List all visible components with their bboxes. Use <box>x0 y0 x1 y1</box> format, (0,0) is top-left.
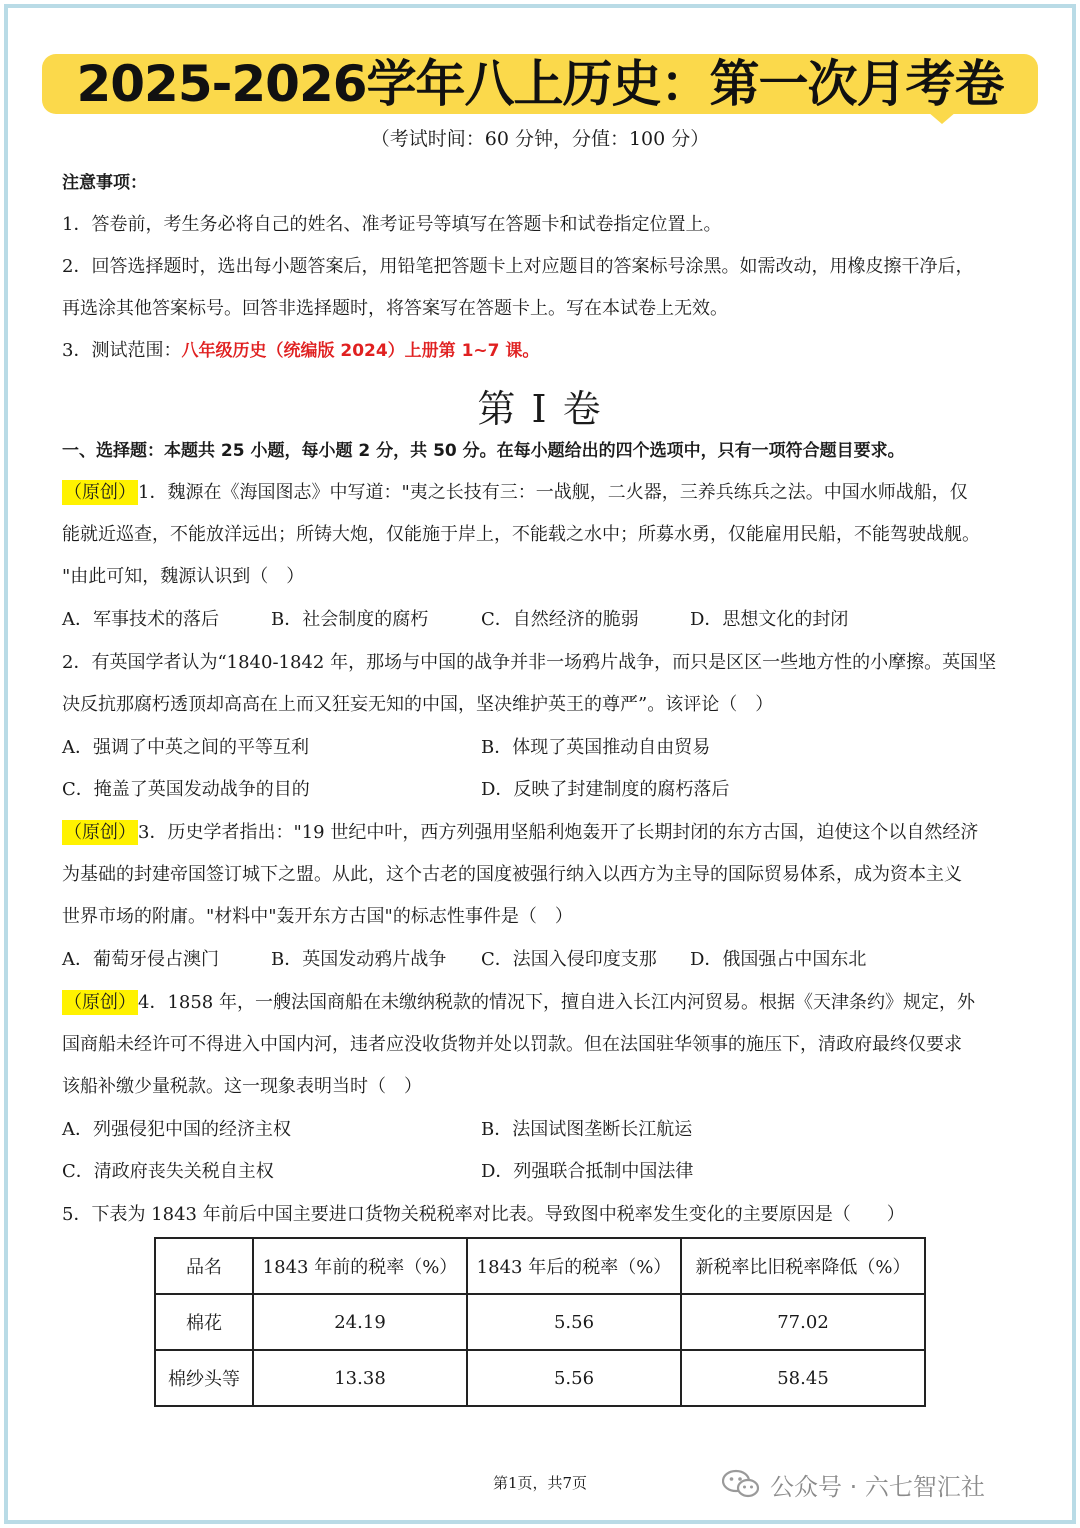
question-2-line-1: 2．有英国学者认为“1840-1842 年，那场与中国的战争并非一场鸦片战争，而只是区区一些地方性的小摩擦。英国坚 <box>62 652 997 673</box>
question-1-line-2: 能就近巡查，不能放洋远出；所铸大炮，仅能施于岸上，不能载之水中；所募水勇，仅能雇用民船，不能驾驶战舰。 <box>62 524 980 545</box>
question-3-option-a: A．葡萄牙侵占澳门 <box>62 949 219 970</box>
original-tag: （原创） <box>64 822 136 843</box>
exam-subtitle: （考试时间：60 分钟，分值：100 分） <box>370 128 710 150</box>
question-4-option-a: A．列强侵犯中国的经济主权 <box>62 1119 291 1140</box>
table-row <box>155 1294 925 1350</box>
question-2-option-c: C．掩盖了英国发动战争的目的 <box>62 779 310 800</box>
section-title: 第 I 卷 <box>477 387 603 431</box>
question-4-option-c: C．清政府丧失关税自主权 <box>62 1161 274 1182</box>
section-instruction: 一、选择题：本题共 25 小题，每小题 2 分，共 50 分。在每小题给出的四个选项中，只有一项符合题目要求。 <box>62 441 905 461</box>
table-header-cell: 1843 年前的税率（%） <box>253 1238 467 1294</box>
original-tag: （原创） <box>64 482 136 503</box>
question-3-line-1 <box>62 818 978 848</box>
table-header-cell: 品名 <box>155 1238 253 1294</box>
question-4-line-3: 该船补缴少量税款。这一现象表明当时（ ） <box>62 1076 422 1097</box>
question-2-option-b: B．体现了英国推动自由贸易 <box>481 737 711 758</box>
table-cell: 58.45 <box>681 1350 925 1406</box>
question-4-option-b: B．法国试图垄断长江航运 <box>481 1119 693 1140</box>
question-1-option-d: D．思想文化的封闭 <box>690 609 849 630</box>
table-cell: 5.56 <box>467 1350 681 1406</box>
question-3-option-d: D．俄国强占中国东北 <box>690 949 867 970</box>
question-5-line-1: 5．下表为 1843 年前后中国主要进口货物关税税率对比表。导致图中税率发生变化的主要原因是（ ） <box>62 1204 905 1225</box>
notice-item-3 <box>62 336 539 366</box>
question-3-option-c: C．法国入侵印度支那 <box>481 949 657 970</box>
test-scope: 八年级历史（统编版 2024）上册第 1~7 课。 <box>181 341 540 361</box>
question-1-line-1 <box>62 478 968 508</box>
question-4-line-1 <box>62 988 975 1018</box>
table-cell: 77.02 <box>681 1294 925 1350</box>
question-4-option-d: D．列强联合抵制中国法律 <box>481 1161 694 1182</box>
original-tag: （原创） <box>64 992 136 1013</box>
question-1-line-3: "由此可知，魏源认识到（ ） <box>62 566 305 587</box>
question-1-option-a: A．军事技术的落后 <box>62 609 219 630</box>
question-1-option-b: B．社会制度的腐朽 <box>271 609 429 630</box>
question-2-option-d: D．反映了封建制度的腐朽落后 <box>481 779 730 800</box>
notice-item-2-line-2: 再选涂其他答案标号。回答非选择题时，将答案写在答题卡上。写在本试卷上无效。 <box>62 298 728 319</box>
table-header-row <box>155 1238 925 1294</box>
table-cell: 13.38 <box>253 1350 467 1406</box>
wechat-icon <box>722 1469 760 1499</box>
notice-item-2-line-1: 2．回答选择题时，选出每小题答案后，用铅笔把答题卡上对应题目的答案标号涂黑。如需改动，用橡皮擦干净后， <box>62 256 974 277</box>
table-cell: 棉花 <box>155 1294 253 1350</box>
notice-item-3-prefix: 3．测试范围： <box>62 340 182 361</box>
exam-title: 2025-2026学年八上历史：第一次月考卷 <box>76 55 1004 113</box>
question-4-line-2: 国商船未经许可不得进入中国内河，违者应没收货物并处以罚款。但在法国驻华领事的施压下，清政府最终仅要求 <box>62 1034 962 1055</box>
notice-item-1: 1．答卷前，考生务必将自己的姓名、准考证号等填写在答题卡和试卷指定位置上。 <box>62 214 722 235</box>
wechat-watermark <box>722 1464 985 1504</box>
question-3-line-3: 世界市场的附庸。"材料中"轰开东方古国"的标志性事件是（ ） <box>62 906 573 927</box>
tariff-table <box>154 1237 926 1407</box>
question-3-line-2: 为基础的封建帝国签订城下之盟。从此，这个古老的国度被强行纳入以西方为主导的国际贸易体系，成为资本主义 <box>62 864 962 885</box>
table-header-cell: 1843 年后的税率（%） <box>467 1238 681 1294</box>
question-3-option-b: B．英国发动鸦片战争 <box>271 949 447 970</box>
page-number: 第1页，共7页 <box>492 1474 588 1492</box>
table-cell: 5.56 <box>467 1294 681 1350</box>
table-row <box>155 1350 925 1406</box>
question-2-line-2: 决反抗那腐朽透顶却高高在上而又狂妄无知的中国，坚决维护英王的尊严”。该评论（ ） <box>62 694 774 715</box>
table-cell: 24.19 <box>253 1294 467 1350</box>
table-cell: 棉纱头等 <box>155 1350 253 1406</box>
watermark-text: 公众号 · 六七智汇社 <box>770 1472 985 1501</box>
question-4-stem: 4．1858 年，一艘法国商船在未缴纳税款的情况下，擅自进入长江内河贸易。根据《天津条约》规定，外 <box>138 992 975 1013</box>
question-1-stem: 1．魏源在《海国图志》中写道："夷之长技有三：一战舰，二火器，三养兵练兵之法。中国水师战船，仅 <box>138 482 968 503</box>
question-1-option-c: C．自然经济的脆弱 <box>481 609 639 630</box>
table-header-cell: 新税率比旧税率降低（%） <box>681 1238 925 1294</box>
notice-heading: 注意事项： <box>62 173 147 193</box>
question-3-stem: 3．历史学者指出："19 世纪中叶，西方列强用坚船利炮轰开了长期封闭的东方古国，迫使这个以自然经济 <box>138 822 979 843</box>
question-2-option-a: A．强调了中英之间的平等互利 <box>62 737 309 758</box>
